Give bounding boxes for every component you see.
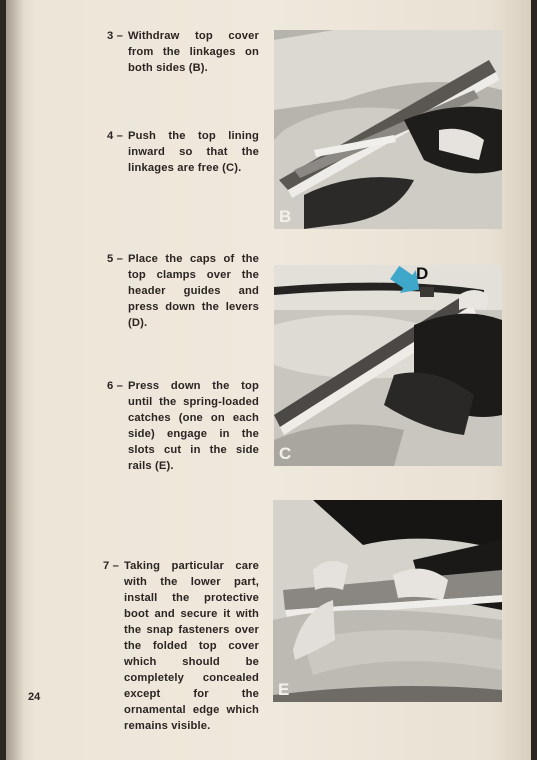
step-text: Withdraw top cover from the linkages on both sides (B). bbox=[128, 30, 259, 74]
spine-shadow bbox=[6, 0, 24, 760]
figure-label-e: E bbox=[278, 680, 290, 699]
page-number: 24 bbox=[28, 691, 41, 703]
figure-label-b: B bbox=[279, 207, 292, 226]
photo-b-illustration bbox=[274, 30, 502, 229]
step-number: 3 – bbox=[107, 30, 124, 42]
step-5 bbox=[107, 251, 259, 331]
step-number: 6 – bbox=[107, 380, 124, 392]
figure-label-c: C bbox=[279, 444, 292, 463]
step-number: 5 – bbox=[107, 253, 124, 265]
step-text: Push the top lining inward so that the linkages are free (C). bbox=[128, 130, 259, 174]
manual-page bbox=[6, 0, 531, 760]
photo-figure-e bbox=[273, 500, 502, 702]
step-number: 7 – bbox=[103, 560, 120, 572]
step-6 bbox=[107, 378, 259, 474]
step-4 bbox=[107, 128, 259, 176]
step-number: 4 – bbox=[107, 130, 124, 142]
step-text: Press down the top until the spring-loaded catches (one on each side) engage in the slots cut in the side rails (E). bbox=[128, 380, 259, 472]
photo-e-illustration bbox=[273, 500, 502, 702]
photo-figure-c-d bbox=[274, 265, 502, 466]
step-7 bbox=[103, 558, 259, 734]
photo-c-d-illustration bbox=[274, 265, 502, 466]
step-3 bbox=[107, 28, 259, 76]
step-text: Place the caps of the top clamps over the header guides and press down the levers (D). bbox=[128, 253, 259, 329]
photo-figure-b bbox=[274, 30, 502, 229]
figure-callout-d: D bbox=[416, 265, 429, 283]
step-text: Taking particular care with the lower part, install the protective boot and secure it with the snap fasteners over the folded top cover which should be completely concealed except for the ornamental edge which remains visible. bbox=[124, 560, 259, 732]
